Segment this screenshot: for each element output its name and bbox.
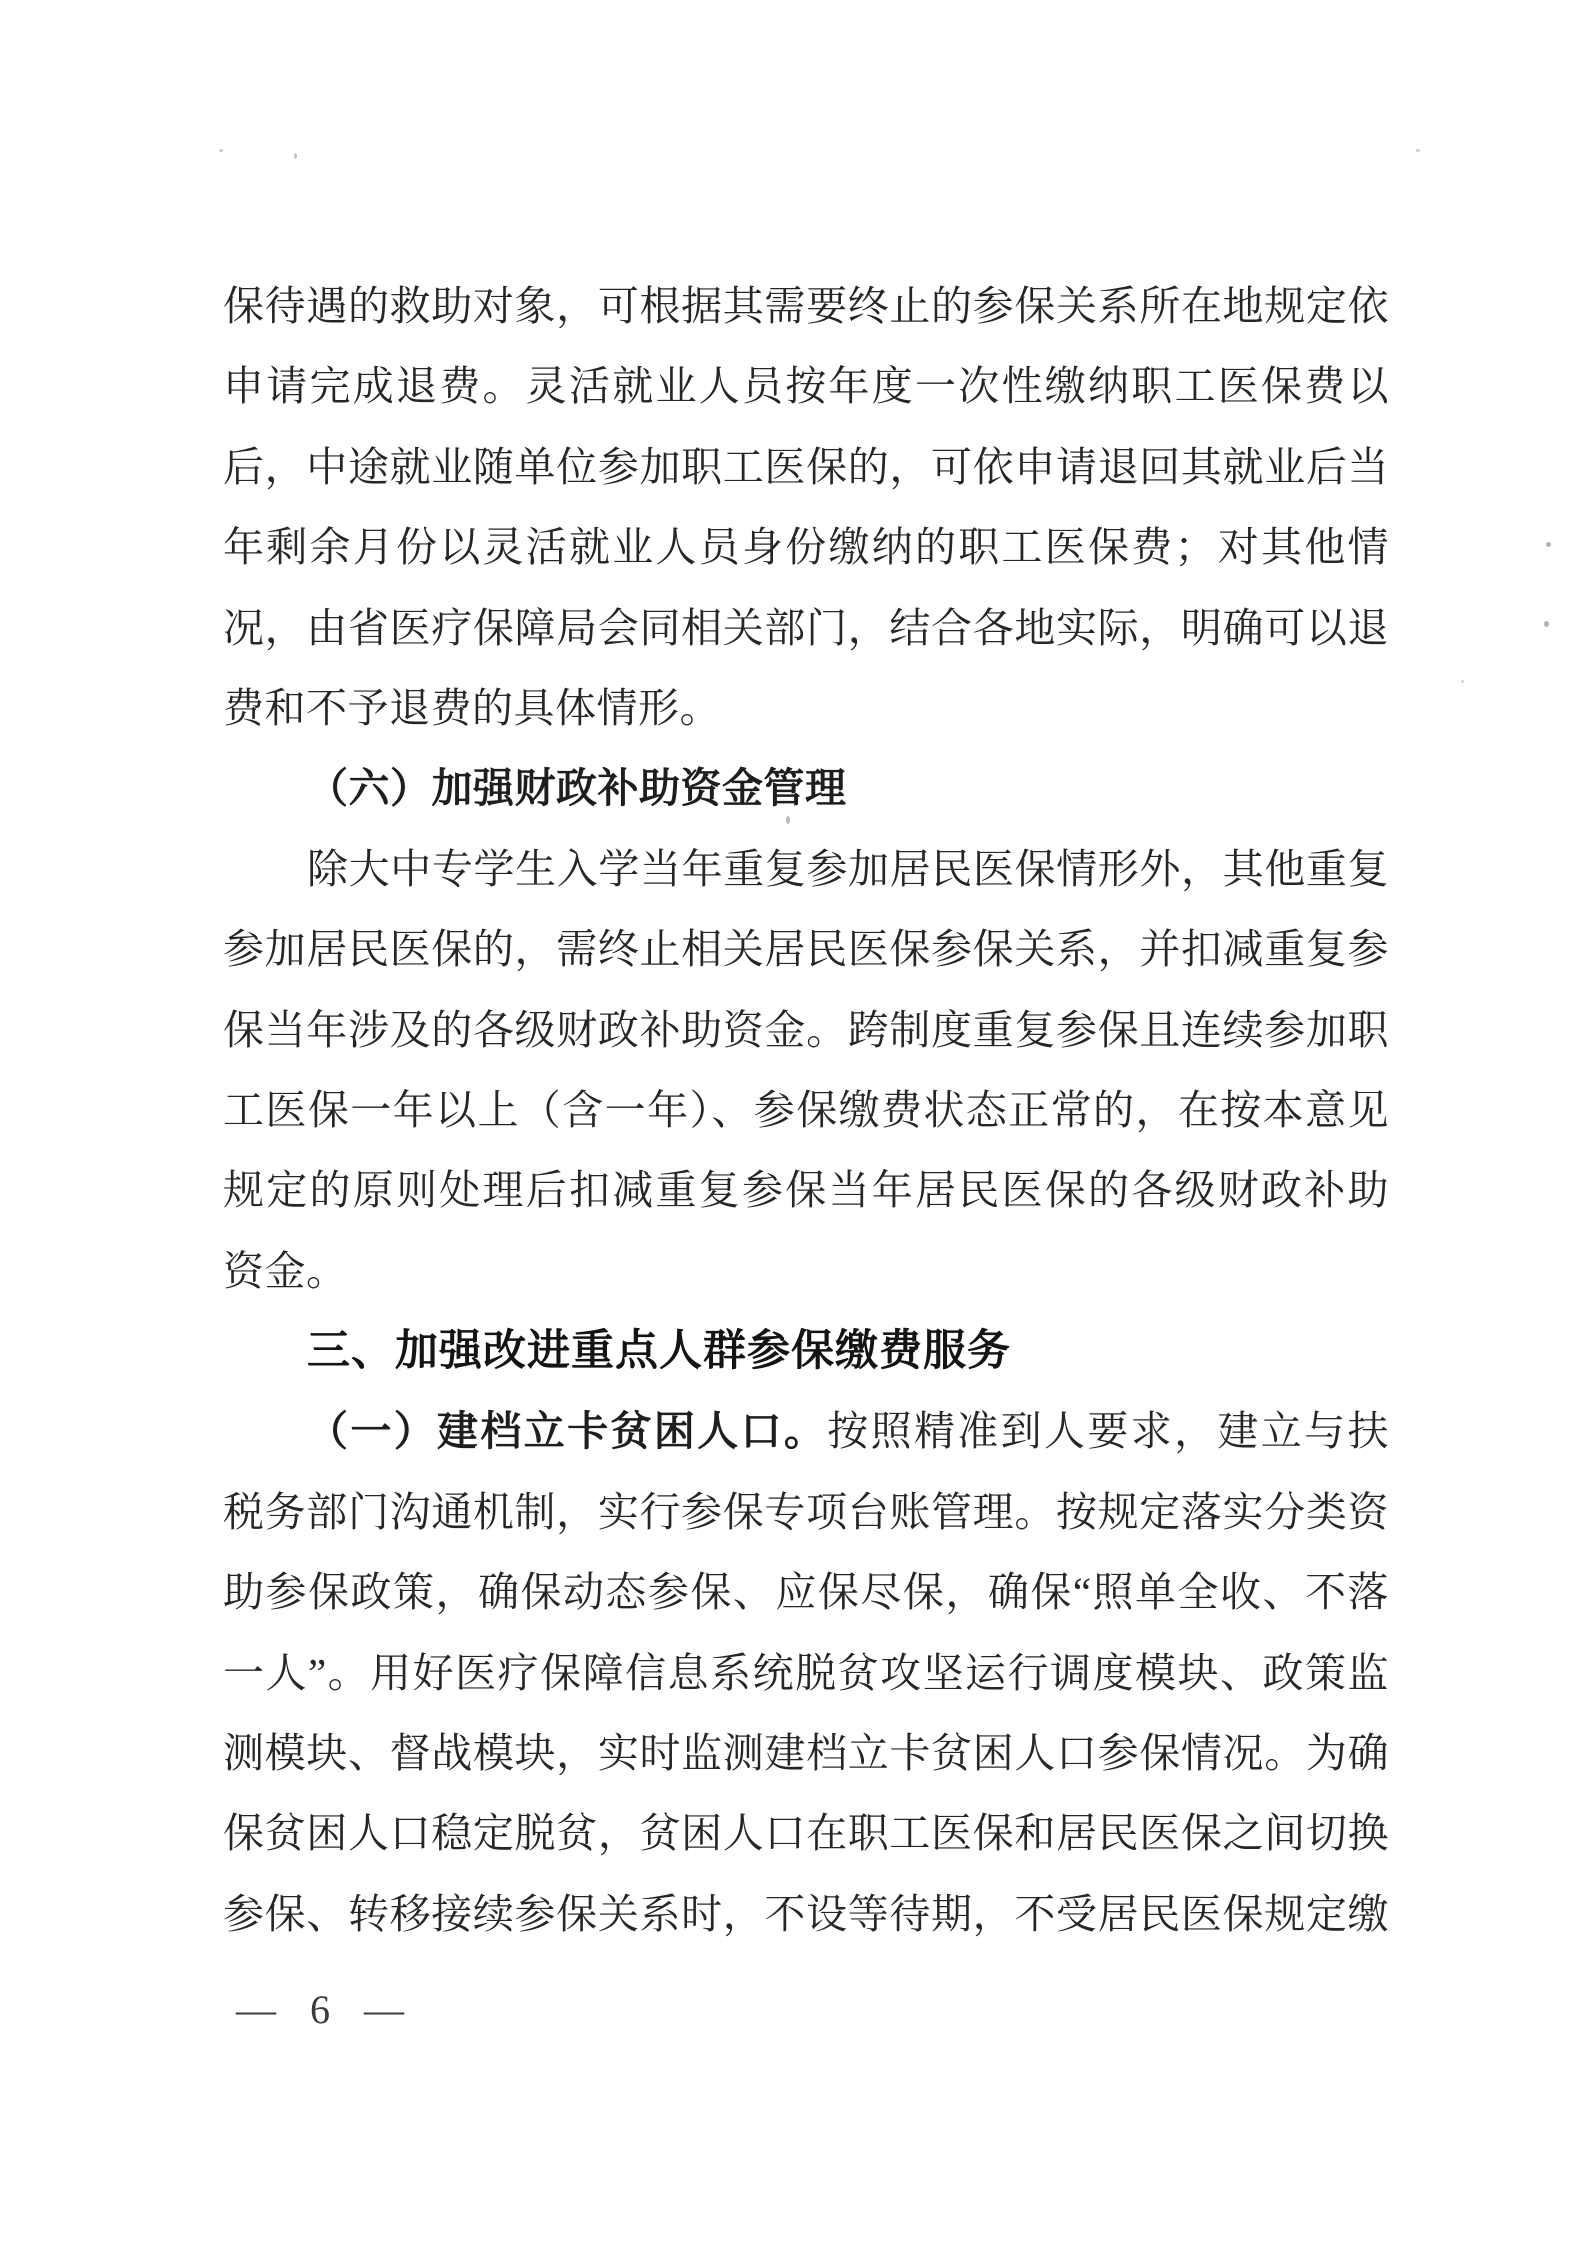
item-line-1: （一）建档立卡贫困人口。按照精准到人要求，建立与扶 bbox=[307, 1408, 1389, 1455]
scan-speck bbox=[219, 149, 223, 152]
scan-speck bbox=[1546, 542, 1551, 547]
text-line: 保当年涉及的各级财政补助资金。跨制度重复参保且连续参加职 bbox=[223, 1006, 1389, 1053]
section-heading-6: （六）加强财政补助资金管理 bbox=[307, 765, 847, 812]
item-label: （一）建档立卡贫困人口。 bbox=[307, 1408, 828, 1455]
text-line: 申请完成退费。灵活就业人员按年度一次性缴纳职工医保费以 bbox=[223, 363, 1389, 410]
section-heading-3: 三、加强改进重点人群参保缴费服务 bbox=[307, 1327, 1011, 1376]
text-line: 助参保政策，确保动态参保、应保尽保，确保“照单全收、不落 bbox=[223, 1569, 1389, 1616]
text-line: 年剩余月份以灵活就业人员身份缴纳的职工医保费；对其他情 bbox=[223, 524, 1389, 571]
page-number: — 6 — bbox=[236, 1987, 414, 2032]
text-lines bbox=[223, 266, 1389, 1954]
text-line: 参加居民医保的，需终止相关居民医保参保关系，并扣减重复参 bbox=[223, 926, 1389, 973]
scan-speck bbox=[1544, 621, 1549, 627]
scan-speck bbox=[294, 153, 297, 159]
text-line: 测模块、督战模块，实时监测建档立卡贫困人口参保情况。为确 bbox=[223, 1730, 1389, 1777]
text-line: 资金。 bbox=[223, 1247, 348, 1294]
text-line: 后，中途就业随单位参加职工医保的，可依申请退回其就业后当 bbox=[223, 443, 1389, 490]
text-line: 保待遇的救助对象，可根据其需要终止的参保关系所在地规定依 bbox=[223, 283, 1389, 329]
text-line: 除大中专学生入学当年重复参加居民医保情形外，其他重复 bbox=[307, 845, 1389, 892]
text-line: 税务部门沟通机制，实行参保专项台账管理。按规定落实分类资 bbox=[223, 1488, 1389, 1535]
text-line: 一人”。用好医疗保障信息系统脱贫攻坚运行调度模块、政策监 bbox=[223, 1649, 1389, 1696]
text-line: 保贫困人口稳定脱贫，贫困人口在职工医保和居民医保之间切换 bbox=[223, 1810, 1389, 1857]
text-line: 参保、转移接续参保关系时，不设等待期，不受居民医保规定缴 bbox=[223, 1890, 1389, 1937]
text-line: 况，由省医疗保障局会同相关部门，结合各地实际，明确可以退 bbox=[223, 604, 1389, 651]
scan-speck bbox=[1461, 680, 1464, 683]
text-line: 工医保一年以上（含一年）、参保缴费状态正常的，在按本意见 bbox=[223, 1086, 1389, 1133]
text-line: 费和不予退费的具体情形。 bbox=[223, 684, 721, 731]
scan-speck bbox=[1416, 149, 1420, 152]
text-line: 规定的原则处理后扣减重复参保当年居民医保的各级财政补助 bbox=[223, 1167, 1389, 1214]
scan-speck bbox=[786, 816, 790, 824]
